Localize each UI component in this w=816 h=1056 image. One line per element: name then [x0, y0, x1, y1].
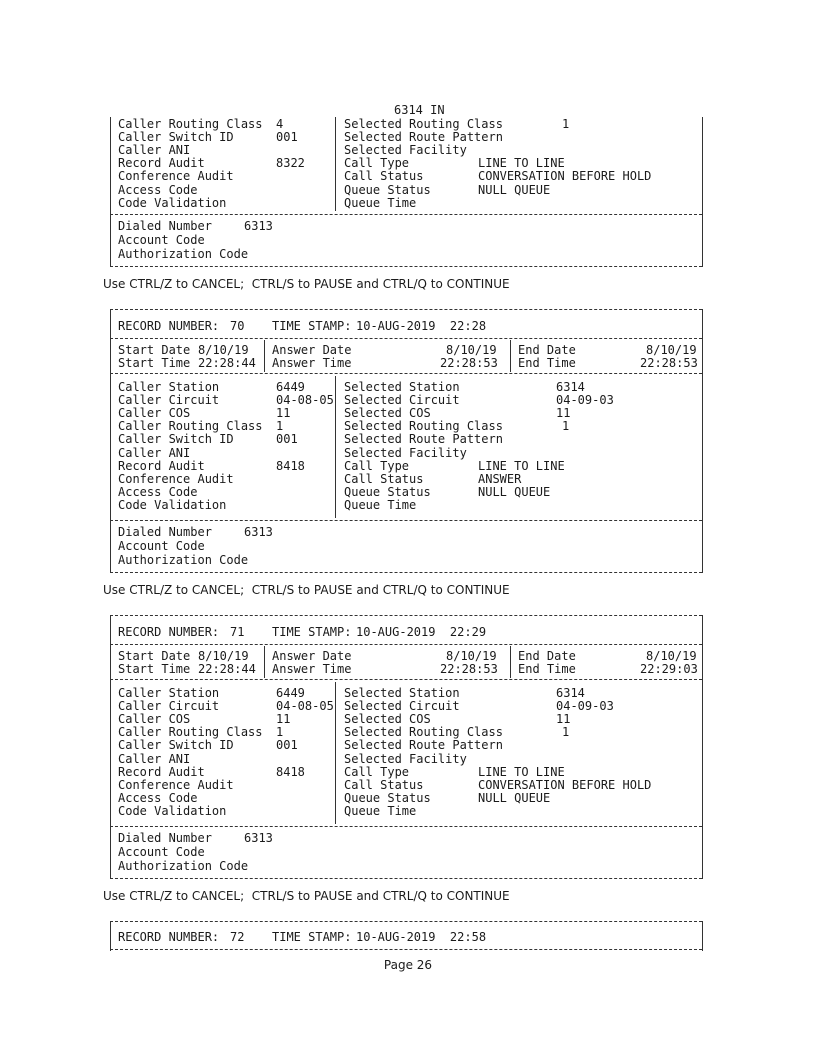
- record-number-label: RECORD NUMBER:: [118, 625, 220, 639]
- authorization-code-label: Authorization Code: [118, 247, 249, 261]
- field-label: Call Type: [344, 458, 410, 473]
- field-value: 1: [276, 419, 284, 434]
- separator: [110, 214, 702, 215]
- end-date: 8/10/19: [646, 343, 697, 357]
- field-value: 1: [562, 419, 570, 434]
- dialed-number-label: Dialed Number: [118, 525, 212, 539]
- answer-date: 8/10/19: [446, 343, 497, 357]
- end-time-label: End Time: [518, 662, 576, 676]
- column-divider: [264, 646, 265, 678]
- field-value: 1: [562, 725, 570, 740]
- field-label: Selected Circuit: [344, 699, 460, 714]
- start-time-label: Start Time: [118, 356, 191, 370]
- separator: [110, 266, 702, 267]
- field-label: Record Audit: [118, 458, 205, 473]
- field-label: Selected COS: [344, 406, 431, 421]
- column-divider: [264, 340, 265, 372]
- box-border-right: [702, 615, 703, 879]
- separator: [110, 572, 702, 573]
- end-time-label: End Time: [518, 356, 576, 370]
- field-label: Caller ANI: [118, 143, 191, 158]
- field-label: Caller Station: [118, 380, 220, 394]
- time-stamp: 10-AUG-2019 22:29: [356, 625, 487, 639]
- end-time: 22:28:53: [640, 356, 698, 370]
- field-label: Selected Facility: [344, 143, 467, 158]
- field-label: Caller Switch ID: [118, 432, 234, 447]
- field-label: Call Status: [344, 777, 424, 792]
- separator: [110, 373, 702, 374]
- end-date-label: End Date: [518, 649, 576, 663]
- account-code-label: Account Code: [118, 233, 205, 247]
- answer-time: 22:28:53: [440, 662, 498, 676]
- field-label: Caller Circuit: [118, 393, 220, 408]
- field-value: 6314: [556, 686, 585, 700]
- field-label: Conference Audit: [118, 777, 234, 792]
- box-border-left: [110, 921, 111, 951]
- field-value: 8418: [276, 458, 305, 473]
- field-label: Call Status: [344, 471, 424, 486]
- field-value: CONVERSATION BEFORE HOLD: [478, 169, 652, 184]
- field-value: 4: [276, 117, 284, 131]
- box-border-left: [110, 309, 111, 573]
- field-value: NULL QUEUE: [478, 790, 551, 805]
- end-date-label: End Date: [518, 343, 576, 357]
- fragment-header: 6314 IN: [394, 103, 445, 117]
- time-stamp: 10-AUG-2019 22:58: [356, 930, 487, 944]
- field-label: Queue Time: [344, 803, 417, 818]
- start-time: 22:28:44: [198, 662, 256, 676]
- field-label: Record Audit: [118, 764, 205, 779]
- field-label: Caller Station: [118, 686, 220, 700]
- field-label: Queue Status: [344, 182, 431, 197]
- record-number-label: RECORD NUMBER:: [118, 930, 220, 944]
- field-label: Code Validation: [118, 497, 227, 512]
- box-border-left: [110, 117, 111, 267]
- authorization-code-label: Authorization Code: [118, 553, 249, 567]
- field-value: 6449: [276, 380, 305, 394]
- answer-time-label: Answer Time: [272, 356, 352, 370]
- field-value: 11: [556, 406, 571, 421]
- answer-date-label: Answer Date: [272, 649, 352, 663]
- field-value: 1: [276, 725, 284, 740]
- start-date-label: Start Date: [118, 649, 191, 663]
- field-value: 04-08-05: [276, 699, 334, 714]
- field-value: ANSWER: [478, 471, 522, 486]
- start-date: 8/10/19: [198, 649, 249, 663]
- dialed-number-value: 6313: [244, 525, 273, 539]
- record-number-label: RECORD NUMBER:: [118, 319, 220, 333]
- field-value: 11: [556, 712, 571, 727]
- field-label: Caller Routing Class: [118, 725, 263, 740]
- field-value: 001: [276, 130, 298, 145]
- field-label: Caller Routing Class: [118, 117, 263, 131]
- dialed-number-value: 6313: [244, 219, 273, 233]
- field-value: NULL QUEUE: [478, 182, 551, 197]
- answer-date: 8/10/19: [446, 649, 497, 663]
- field-label: Record Audit: [118, 156, 205, 171]
- field-value: 04-09-03: [556, 699, 614, 714]
- field-value: 04-08-05: [276, 393, 334, 408]
- field-label: Access Code: [118, 484, 198, 499]
- control-notice: Use CTRL/Z to CANCEL; CTRL/S to PAUSE and CTRL/Q to CONTINUE: [103, 889, 510, 903]
- control-notice: Use CTRL/Z to CANCEL; CTRL/S to PAUSE and CTRL/Q to CONTINUE: [103, 277, 510, 291]
- field-label: Queue Status: [344, 484, 431, 499]
- field-label: Selected Routing Class: [344, 725, 503, 740]
- field-label: Caller COS: [118, 406, 191, 421]
- field-label: Selected COS: [344, 712, 431, 727]
- field-label: Selected Facility: [344, 445, 467, 460]
- box-border-right: [702, 117, 703, 267]
- authorization-code-label: Authorization Code: [118, 859, 249, 873]
- separator: [110, 520, 702, 521]
- column-divider: [335, 376, 336, 518]
- field-label: Queue Time: [344, 497, 417, 512]
- separator: [110, 615, 702, 616]
- field-value: 6314: [556, 380, 585, 394]
- field-label: Selected Circuit: [344, 393, 460, 408]
- field-label: Caller Circuit: [118, 699, 220, 714]
- field-label: Caller Switch ID: [118, 738, 234, 753]
- end-date: 8/10/19: [646, 649, 697, 663]
- field-label: Access Code: [118, 182, 198, 197]
- page-number: Page 26: [383, 958, 433, 972]
- field-label: Selected Routing Class: [344, 419, 503, 434]
- field-label: Conference Audit: [118, 471, 234, 486]
- field-label: Caller ANI: [118, 445, 191, 460]
- field-label: Access Code: [118, 790, 198, 805]
- field-value: CONVERSATION BEFORE HOLD: [478, 777, 652, 792]
- box-border-left: [110, 615, 111, 879]
- field-label: Caller Routing Class: [118, 419, 263, 434]
- field-label: Call Status: [344, 169, 424, 184]
- field-value: NULL QUEUE: [478, 484, 551, 499]
- field-label: Selected Facility: [344, 751, 467, 766]
- answer-date-label: Answer Date: [272, 343, 352, 357]
- dialed-number-value: 6313: [244, 831, 273, 845]
- box-border-right: [702, 921, 703, 951]
- field-label: Selected Route Pattern: [344, 738, 503, 753]
- separator: [110, 679, 702, 680]
- field-label: Caller Switch ID: [118, 130, 234, 145]
- column-divider: [335, 682, 336, 824]
- field-label: Conference Audit: [118, 169, 234, 184]
- field-label: Code Validation: [118, 803, 227, 818]
- account-code-label: Account Code: [118, 845, 205, 859]
- dialed-number-label: Dialed Number: [118, 831, 212, 845]
- field-label: Selected Station: [344, 380, 460, 394]
- time-stamp-label: TIME STAMP:: [272, 319, 352, 333]
- field-value: 1: [562, 117, 570, 131]
- start-date: 8/10/19: [198, 343, 249, 357]
- separator: [110, 878, 702, 879]
- field-label: Queue Time: [344, 195, 417, 210]
- field-label: Selected Station: [344, 686, 460, 700]
- control-notice: Use CTRL/Z to CANCEL; CTRL/S to PAUSE and CTRL/Q to CONTINUE: [103, 583, 510, 597]
- field-label: Call Type: [344, 764, 410, 779]
- separator: [110, 921, 702, 922]
- field-value: 6449: [276, 686, 305, 700]
- column-divider: [335, 117, 336, 211]
- field-value: 8322: [276, 156, 305, 171]
- field-value: 04-09-03: [556, 393, 614, 408]
- column-divider: [510, 646, 511, 678]
- field-label: Caller COS: [118, 712, 191, 727]
- separator: [110, 949, 702, 950]
- time-stamp-label: TIME STAMP:: [272, 625, 352, 639]
- field-value: LINE TO LINE: [478, 458, 565, 473]
- answer-time-label: Answer Time: [272, 662, 352, 676]
- answer-time: 22:28:53: [440, 356, 498, 370]
- box-border-right: [702, 309, 703, 573]
- record-number: 71: [230, 625, 245, 639]
- separator: [110, 644, 702, 645]
- start-time: 22:28:44: [198, 356, 256, 370]
- time-stamp-label: TIME STAMP:: [272, 930, 352, 944]
- column-divider: [510, 340, 511, 372]
- field-value: LINE TO LINE: [478, 156, 565, 171]
- field-label: Selected Routing Class: [344, 117, 503, 131]
- field-label: Selected Route Pattern: [344, 432, 503, 447]
- field-label: Caller ANI: [118, 751, 191, 766]
- field-label: Code Validation: [118, 195, 227, 210]
- field-value: 11: [276, 406, 291, 421]
- start-time-label: Start Time: [118, 662, 191, 676]
- record-number: 70: [230, 319, 245, 333]
- field-label: Queue Status: [344, 790, 431, 805]
- record-number: 72: [230, 930, 245, 944]
- start-date-label: Start Date: [118, 343, 191, 357]
- field-value: 001: [276, 432, 298, 447]
- field-label: Selected Route Pattern: [344, 130, 503, 145]
- separator: [110, 309, 702, 310]
- field-value: 11: [276, 712, 291, 727]
- field-value: 8418: [276, 764, 305, 779]
- field-value: LINE TO LINE: [478, 764, 565, 779]
- account-code-label: Account Code: [118, 539, 205, 553]
- dialed-number-label: Dialed Number: [118, 219, 212, 233]
- separator: [110, 826, 702, 827]
- end-time: 22:29:03: [640, 662, 698, 676]
- separator: [110, 338, 702, 339]
- field-value: 001: [276, 738, 298, 753]
- field-label: Call Type: [344, 156, 410, 171]
- time-stamp: 10-AUG-2019 22:28: [356, 319, 487, 333]
